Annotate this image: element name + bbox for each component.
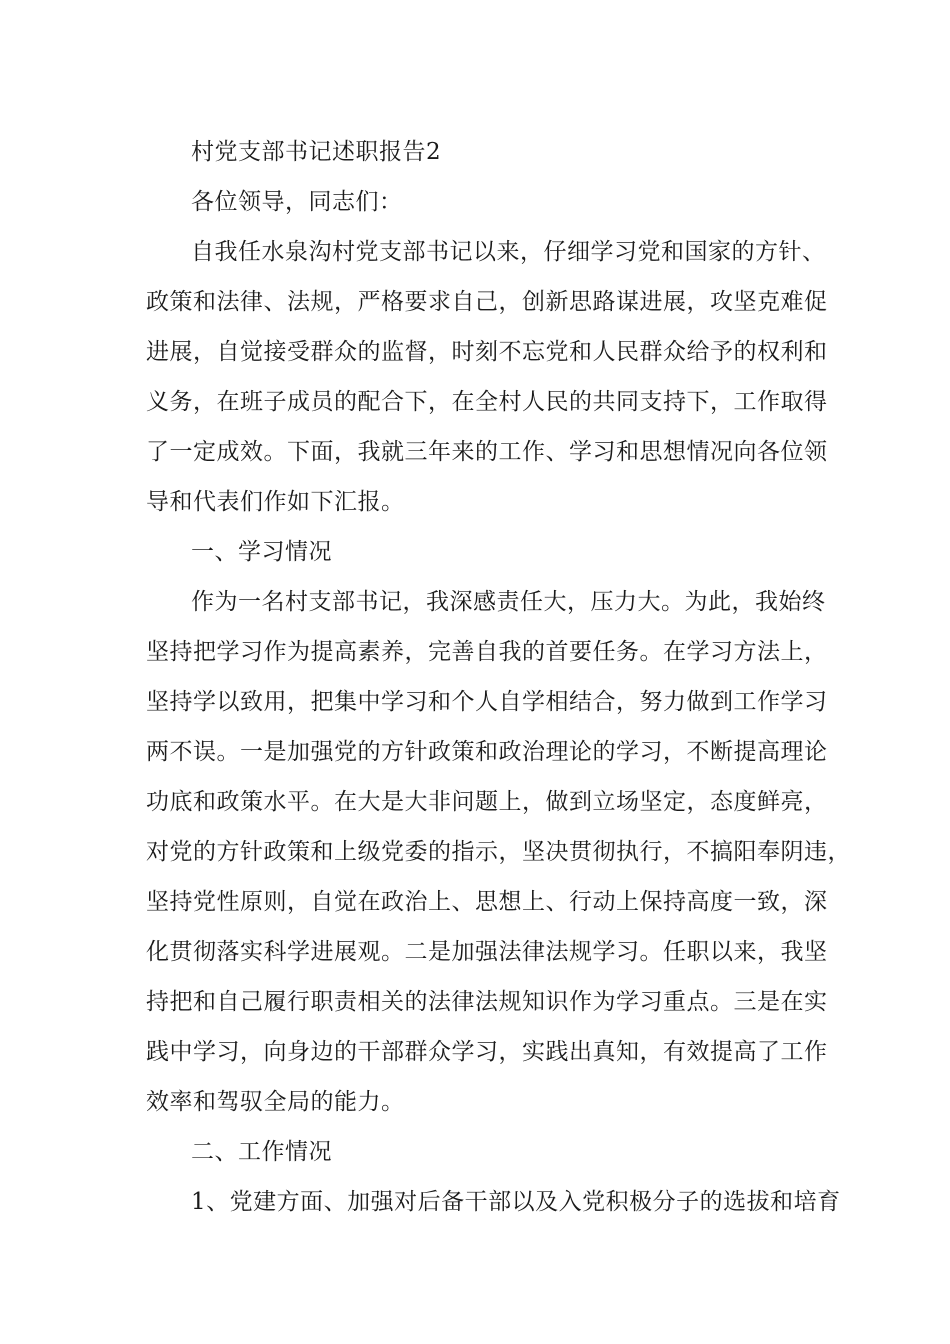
paragraph-line: 自我任水泉沟村党支部书记以来，仔细学习党和国家的方针、 [191,239,826,265]
paragraph-line: 功底和政策水平。在大是大非问题上，做到立场坚定，态度鲜亮， [146,789,828,815]
paragraph-line: 作为一名村支部书记，我深感责任大，压力大。为此，我始终 [191,589,826,615]
paragraph-line: 政策和法律、法规，严格要求自己，创新思路谋进展，攻坚克难促 [146,289,828,315]
paragraph-line: 践中学习，向身边的干部群众学习，实践出真知，有效提高了工作 [146,1039,828,1065]
paragraph-line: 进展，自觉接受群众的监督，时刻不忘党和人民群众给予的权利和 [146,339,828,365]
paragraph-line: 1、党建方面、加强对后备干部以及入党积极分子的选拔和培育 [191,1189,841,1215]
paragraph-line: 持把和自己履行职责相关的法律法规知识作为学习重点。三是在实 [146,989,828,1015]
salutation: 各位领导，同志们： [191,189,403,215]
paragraph-line: 坚持把学习作为提高素养，完善自我的首要任务。在学习方法上， [146,639,828,665]
paragraph-line: 效率和驾驭全局的能力。 [146,1089,405,1115]
section-heading-study: 一、学习情况 [191,539,332,565]
paragraph-line: 两不误。一是加强党的方针政策和政治理论的学习，不断提高理论 [146,739,828,765]
document-title: 村党支部书记述职报告2 [191,139,442,165]
paragraph-line: 导和代表们作如下汇报。 [146,489,405,515]
paragraph-line: 化贯彻落实科学进展观。二是加强法律法规学习。任职以来，我坚 [146,939,828,965]
section-heading-work: 二、工作情况 [191,1139,332,1165]
paragraph-line: 坚持学以致用，把集中学习和个人自学相结合，努力做到工作学习 [146,689,828,715]
paragraph-line: 对党的方针政策和上级党委的指示，坚决贯彻执行，不搞阳奉阴违， [146,839,851,865]
paragraph-line: 坚持党性原则，自觉在政治上、思想上、行动上保持高度一致，深 [146,889,828,915]
paragraph-line: 了一定成效。下面，我就三年来的工作、学习和思想情况向各位领 [146,439,828,465]
paragraph-line: 义务，在班子成员的配合下，在全村人民的共同支持下，工作取得 [146,389,828,415]
